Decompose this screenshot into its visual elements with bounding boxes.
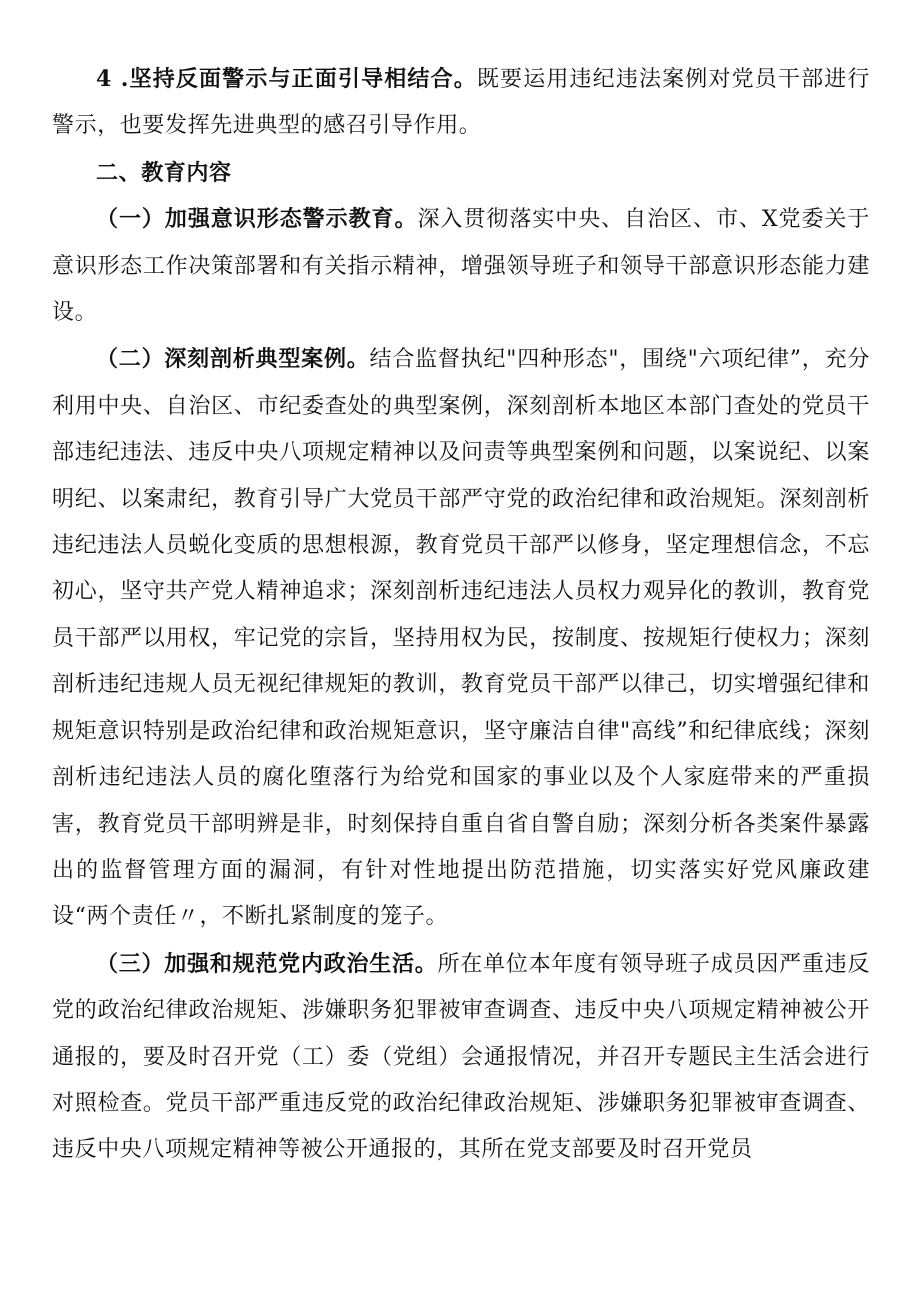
paragraph-body: 深入贯彻落实中央、自治区、市、X党委关于意识形态工作决策部署和有关指示精神，增强领导班子和领导干部意识形态能力建设。 [52,207,870,326]
paragraph-political-life [52,941,870,1174]
paragraph-body: 结合监督执纪"四种形态"，围绕"六项纪律”，充分利用中央、自治区、市纪委查处的典型案例，深刻剖析本地区本部门查处的党员干部违纪违法、违反中央八项规定精神以及问责等典型案例和问题，以案说纪、以案明纪、以案肃纪，教育引导广大党员干部严守党的政治纪律和政治规矩。深刻剖析违纪违法人员蜕化变质的思想根源，教育党员干部严以修身，坚定理想信念，不忘初心，坚守共产党人精神追求；深刻剖析违纪违法人员权力观异化的教训，教育党员干部严以用权，牢记党的宗旨，坚持用权为民，按制度、按规矩行使权力；深刻剖析违纪违规人员无视纪律规矩的教训，教育党员干部严以律己，切实增强纪律和规矩意识特别是政治纪律和政治规矩意识，坚守廉洁自律"高线”和纪律底线；深刻剖析违纪违法人员的腐化堕落行为给党和国家的事业以及个人家庭带来的严重损害，教育党员干部明辨是非，时刻保持自重自省自警自励；深刻分析各类案件暴露出的监督管理方面的漏洞，有针对性地提出防范措施，切实落实好党风廉政建设“两个责任〃，不断扎紧制度的笼子。 [52,347,870,930]
paragraph-lead: （三）加强和规范党内政治生活。 [96,950,438,977]
paragraph-ideology-education [52,196,870,336]
paragraph-body: 既要运用违纪违法案例对党员干部进行警示，也要发挥先进典型的感召引导作用。 [52,67,870,139]
paragraph-body: 所在单位本年度有领导班子成员因严重违反党的政治纪律政治规矩、涉嫌职务犯罪被审查调查、违反中央八项规定精神被公开通报的，要及时召开党（工）委（党组）会通报情况，并召开专题民主生活会进行对照检查。党员干部严重违反党的政治纪律政治规矩、涉嫌职务犯罪被审查调查、违反中央八项规定精神等被公开通报的，其所在党支部要及时召开党员 [52,951,870,1163]
paragraph-lead: （二）深刻剖析典型案例。 [96,346,370,373]
paragraph-lead: 4 .坚持反面警示与正面引导相结合。 [96,66,477,92]
paragraph-lead: （一）加强意识形态警示教育。 [96,206,418,233]
section-heading: 二、教育内容 [96,159,232,186]
paragraph-principle-4 [52,56,870,150]
paragraph-typical-cases [52,336,870,940]
